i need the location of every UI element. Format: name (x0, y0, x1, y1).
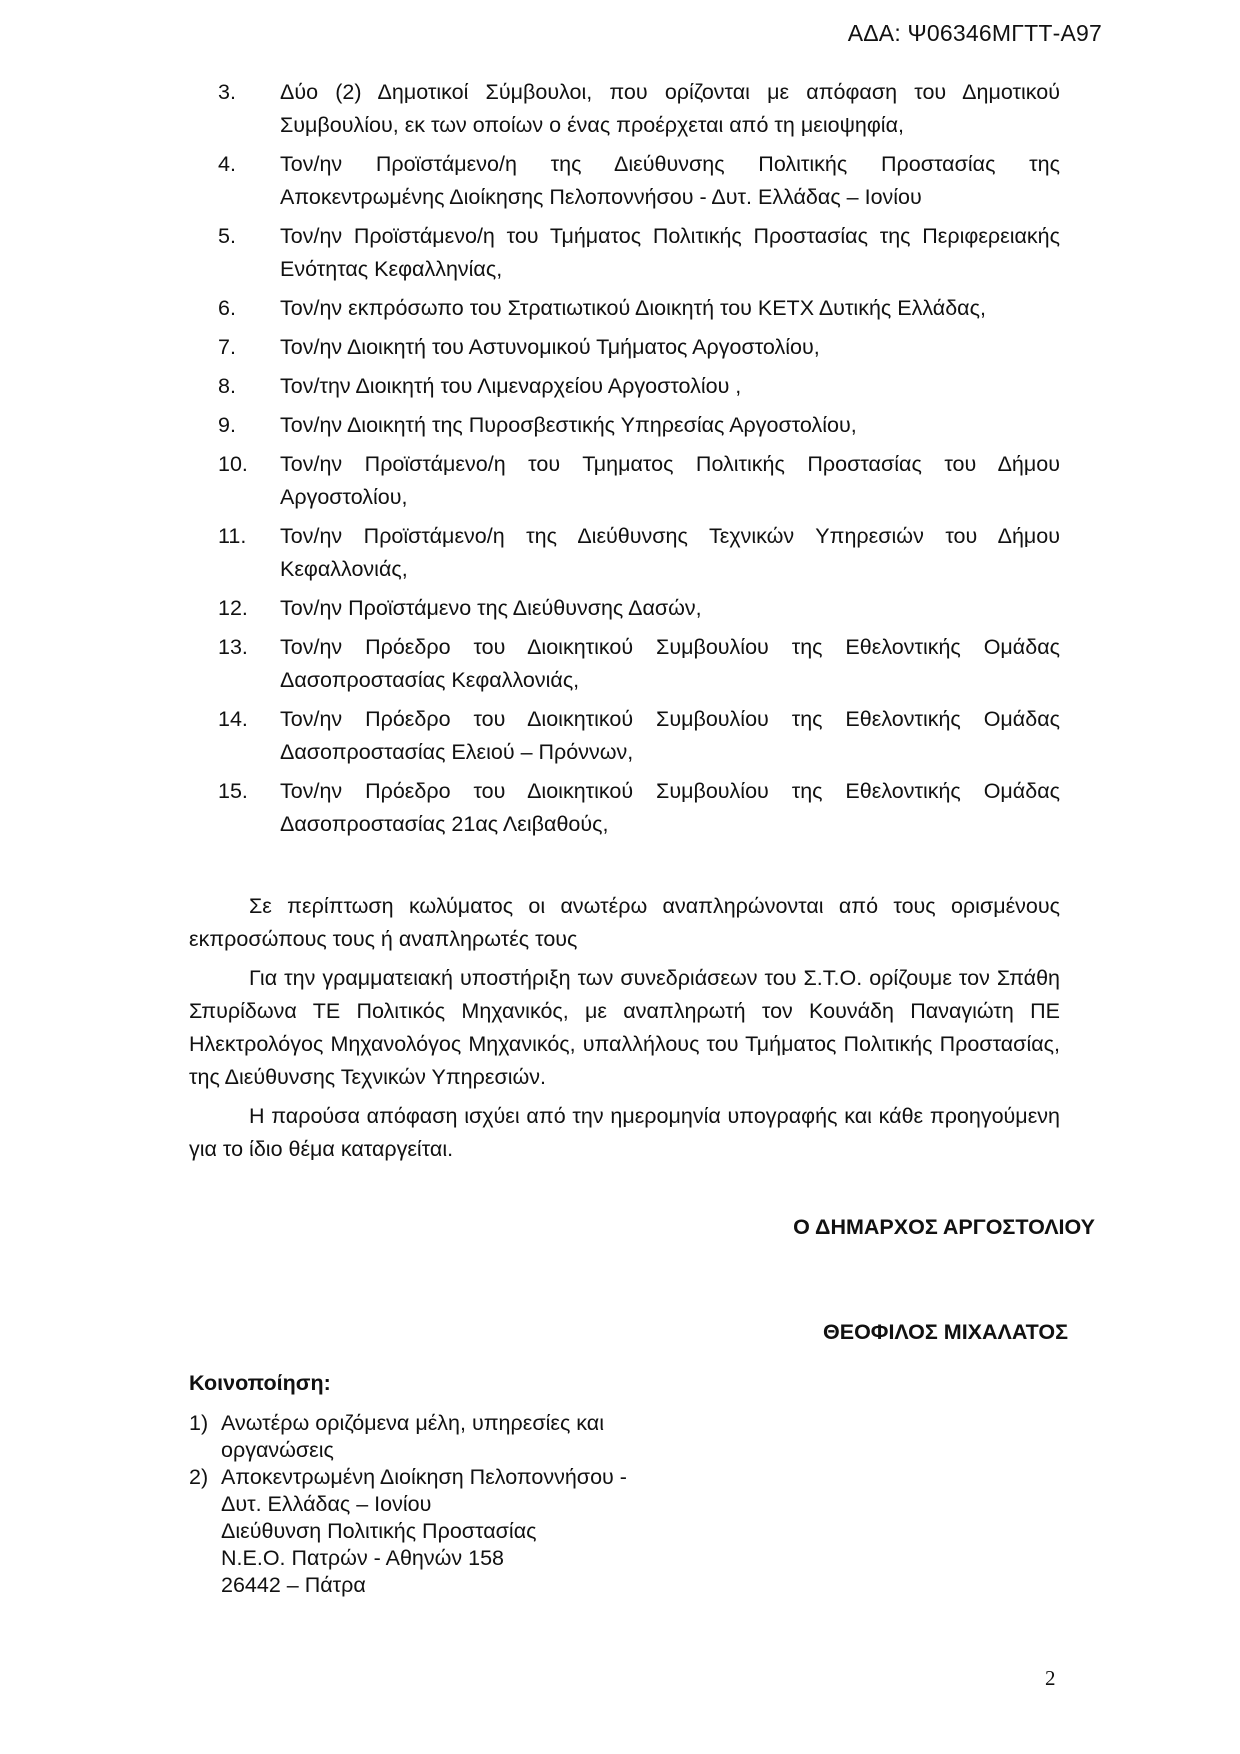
list-item (218, 448, 1060, 514)
item-number: 12. (218, 596, 248, 620)
item-number: 9. (218, 413, 236, 437)
list-item (218, 775, 1060, 841)
item-line: Ν.Ε.Ο. Πατρών - Αθηνών 158 (221, 1546, 505, 1570)
paragraph-secretarial-support: Για την γραμματειακή υποστήριξη των συνεδριάσεων του Σ.Τ.Ο. ορίζουμε τον Σπάθη Σπυρίδωνα ΤΕ Πολιτικός Μηχανικός, με αναπληρωτή τον Κουνάδη Παναγιώτη ΠΕ Ηλεκτρολόγος Μηχανολόγος Μηχανικός, υπαλλήλους του Τμήματος Πολιτικής Προστασίας, της Διεύθυνσης Τεχνικών Υπηρεσιών. (189, 966, 1060, 1089)
item-line: Διεύθυνση Πολιτικής Προστασίας (221, 1519, 537, 1543)
item-number: 13. (218, 635, 248, 659)
paragraph-substitution: Σε περίπτωση κωλύματος οι ανωτέρω αναπληρώνονται από τους ορισμένους εκπροσώπους τους ή αναπληρωτές τους (189, 894, 1060, 951)
list-item (189, 1410, 749, 1464)
ada-code: ΑΔΑ: Ψ06346ΜΓΤΤ-Α97 (847, 20, 1102, 46)
signature-name: ΘΕΟΦΙΛΟΣ ΜΙΧΑΛΑΤΟΣ (823, 1320, 1068, 1344)
item-number: 2) (189, 1465, 209, 1489)
body-paragraphs (189, 890, 1060, 1172)
item-number: 14. (218, 707, 248, 731)
list-item (218, 631, 1060, 697)
item-text: Τον/ην Προϊστάμενο/η της Διεύθυνσης Τεχνικών Υπηρεσιών του Δήμου Κεφαλλονιάς, (280, 524, 1060, 581)
item-line: Αποκεντρωμένη Διοίκηση Πελοποννήσου - (221, 1465, 627, 1489)
notification-title: Κοινοποίηση: (189, 1371, 331, 1395)
item-text: Τον/ην εκπρόσωπο του Στρατιωτικού Διοικητή του ΚΕΤΧ Δυτικής Ελλάδας, (280, 296, 986, 320)
item-text: Τον/ην Διοικητή της Πυροσβεστικής Υπηρεσίας Αργοστολίου, (280, 413, 857, 437)
list-item (218, 76, 1060, 142)
page-number: 2 (1045, 1666, 1056, 1690)
list-item (218, 592, 1060, 625)
list-item (218, 370, 1060, 403)
item-number: 6. (218, 296, 236, 320)
item-number: 8. (218, 374, 236, 398)
item-text: Τον/ην Διοικητή του Αστυνομικού Τμήματος Αργοστολίου, (280, 335, 820, 359)
list-item (218, 409, 1060, 442)
item-number: 11. (218, 524, 247, 548)
item-line: Ανωτέρω οριζόμενα μέλη, υπηρεσίες και (221, 1411, 604, 1435)
item-text: Τον/ην Προϊστάμενο της Διεύθυνσης Δασών, (280, 596, 702, 620)
item-text: Δύο (2) Δημοτικοί Σύμβουλοι, που ορίζονται με απόφαση του Δημοτικού Συμβουλίου, εκ των οποίων ο ένας προέρχεται από τη μειοψηφία, (280, 80, 1060, 137)
item-number: 5. (218, 224, 236, 248)
item-number: 4. (218, 152, 236, 176)
item-line: 26442 – Πάτρα (221, 1573, 366, 1597)
item-line: οργανώσεις (221, 1438, 334, 1462)
notification-list (189, 1410, 749, 1599)
item-text: Τον/ην Προϊστάμενο/η της Διεύθυνσης Πολιτικής Προστασίας της Αποκεντρωμένης Διοίκησης Πελοποννήσου - Δυτ. Ελλάδας – Ιονίου (280, 152, 1060, 209)
item-line: Δυτ. Ελλάδας – Ιονίου (221, 1492, 432, 1516)
item-number: 15. (218, 779, 248, 803)
item-text: Τον/ην Πρόεδρο του Διοικητικού Συμβουλίου της Εθελοντικής Ομάδας Δασοπροστασίας Κεφαλλονιάς, (280, 635, 1060, 692)
signature-title: Ο ΔΗΜΑΡΧΟΣ ΑΡΓΟΣΤΟΛΙΟΥ (793, 1215, 1095, 1239)
list-item (218, 220, 1060, 286)
item-text: Τον/ην Προϊστάμενο/η του Τμηματος Πολιτικής Προστασίας του Δήμου Αργοστολίου, (280, 452, 1060, 509)
list-item (218, 703, 1060, 769)
paragraph-validity: Η παρούσα απόφαση ισχύει από την ημερομηνία υπογραφής και κάθε προηγούμενη για το ίδιο θέμα καταργείται. (189, 1104, 1060, 1161)
item-number: 3. (218, 80, 236, 104)
list-item (189, 1464, 749, 1599)
list-item (218, 331, 1060, 364)
item-text: Τον/ην Προϊστάμενο/η του Τμήματος Πολιτικής Προστασίας της Περιφερειακής Ενότητας Κεφαλληνίας, (280, 224, 1060, 281)
item-text: Τον/την Διοικητή του Λιμεναρχείου Αργοστολίου , (280, 374, 742, 398)
list-item (218, 292, 1060, 325)
list-item (218, 520, 1060, 586)
members-list (218, 76, 1060, 847)
item-number: 1) (189, 1411, 209, 1435)
list-item (218, 148, 1060, 214)
item-text: Τον/ην Πρόεδρο του Διοικητικού Συμβουλίου της Εθελοντικής Ομάδας Δασοπροστασίας 21ας Λειβαθούς, (280, 779, 1060, 836)
item-number: 7. (218, 335, 236, 359)
item-text: Τον/ην Πρόεδρο του Διοικητικού Συμβουλίου της Εθελοντικής Ομάδας Δασοπροστασίας Ελειού – Πρόννων, (280, 707, 1060, 764)
item-number: 10. (218, 452, 248, 476)
